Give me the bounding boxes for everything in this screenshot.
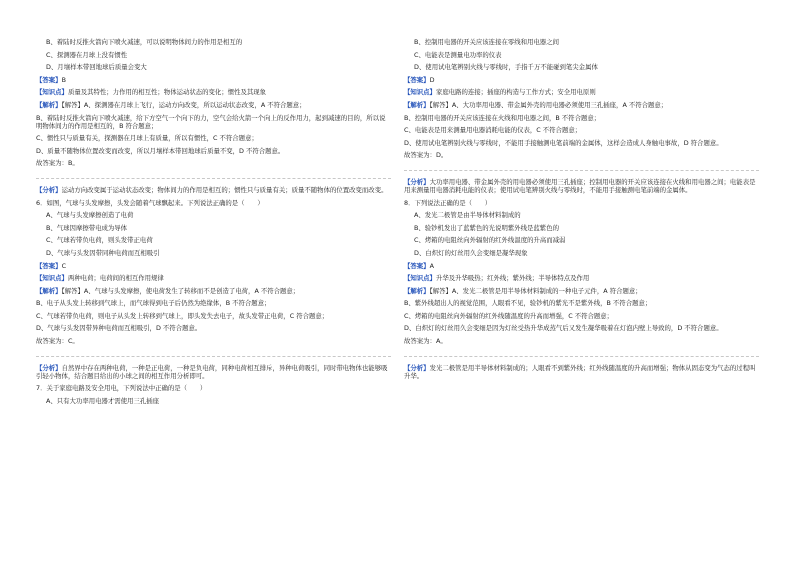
text-line (404, 312, 759, 320)
line-text: B、控制用电器的开关应该连接在火线和用电器之间，B 不符合题意； (404, 113, 601, 122)
line-text: 8．下列说法正确的是（ ） (404, 198, 492, 207)
line-text: 家庭电路的连接；插座的构造与工作方式；安全用电原则 (435, 88, 596, 97)
line-text: D、气球与头发因带异种电荷而互相吸引，D 不符合题意。 (36, 324, 202, 333)
section-tag: 【答案】 (36, 75, 62, 84)
line-text: C、气球若带负电荷，则电子从头发上转移到气球上，即头发失去电子，故头发带正电荷，C 符合题意； (36, 311, 329, 320)
text-line (404, 151, 759, 159)
line-text: 6．如图，气球与头发摩擦，头发会随着气球飘起来。下列说法正确的是（ ） (36, 198, 264, 207)
text-line (36, 159, 391, 167)
line-text: B、控制用电器的开关应该连接在零线和用电器之间 (414, 38, 559, 46)
line-text: B、着陆时反推火箭向下喷火减速，给下方空气一个向下的力，空气会给火箭一个向上的反作用力，起到减速的目的，所以说明物体间力的作用是相互的，B 符合题意； (36, 113, 386, 130)
text-line (404, 101, 759, 109)
line-text: 故答案为：C。 (36, 337, 79, 346)
text-line (404, 139, 759, 147)
text-line (404, 249, 759, 257)
right-column (404, 38, 759, 384)
section-tag: 【知识点】 (404, 274, 436, 283)
text-line (36, 147, 391, 155)
text-line (36, 337, 391, 345)
line-text: 【解答】A、气球与头发摩擦，使电荷发生了转移而不是创造了电荷，A 不符合题意； (61, 286, 300, 295)
section-tag: 【解析】 (404, 286, 430, 295)
text-line (404, 274, 759, 282)
text-line (36, 211, 391, 219)
text-line (36, 397, 391, 405)
section-gap (404, 164, 759, 178)
text-line (36, 38, 391, 46)
line-text: 故答案为：A。 (404, 337, 447, 346)
line-text: 【解答】A、大功率用电器、带金属外壳的用电器必须使用三孔插座，A 不符合题意； (429, 100, 668, 109)
line-text: A (429, 261, 434, 270)
text-line (36, 287, 391, 295)
text-line (36, 134, 391, 142)
line-text: 【解答】A、探测器在月球上飞行，运动方向改变，所以运动状态改变，A 不符合题意； (61, 100, 306, 109)
line-text: B、气球因摩擦带电成为导体 (46, 223, 128, 232)
text-line (404, 337, 759, 345)
section-tag: 【知识点】 (36, 274, 68, 283)
text-line (404, 63, 759, 71)
right-block-analysis (404, 364, 759, 380)
line-text: C、惯性只与质量有关，探测器在月球上有质量，所以有惯性，C 不符合题意； (36, 134, 258, 143)
right-block-q7 (404, 38, 759, 159)
line-text: D、月壤样本带回地球后质量会变大 (46, 63, 147, 72)
section-tag: 【答案】 (404, 261, 430, 270)
text-line (404, 364, 759, 380)
line-text: B、电子从头发上转移到气球上，而气球得到电子后仍然为绝缘体，B 不符合题意； (36, 299, 271, 308)
section-tag: 【解析】 (36, 286, 62, 295)
section-tag: 【解析】 (36, 100, 62, 109)
section-tag: 【答案】 (36, 261, 62, 270)
text-line (36, 262, 391, 270)
line-text: C、烤箱的电阻丝向外辐射的红外线温度的升高而减弱 (414, 236, 566, 245)
text-line (404, 51, 759, 59)
text-line (404, 199, 759, 207)
text-line (36, 299, 391, 307)
line-text: 运动方向改变属于运动状态改变；物体间力的作用是相互的；惯性只与质量有关；质量不随物体的位置改变而改变。 (61, 185, 388, 194)
right-block-q8 (404, 178, 759, 345)
text-line (36, 236, 391, 244)
text-line (36, 88, 391, 96)
text-line (36, 51, 391, 59)
line-text: 故答案为：D。 (404, 151, 448, 160)
text-line (36, 63, 391, 71)
line-text: D、使用试电笔辨别火线与零线时，手指千万不能碰到笔尖金属体 (414, 63, 598, 72)
line-text: 发光二极管是用半导体材料制成的；人眼看不到紫外线；红外线随温度的升高而增强；物体从固态变为气态的过程叫升华。 (404, 363, 756, 380)
section-tag: 【答案】 (404, 75, 430, 84)
section-tag: 【知识点】 (36, 88, 68, 97)
section-tag: 【分析】 (36, 363, 62, 372)
text-line (36, 312, 391, 320)
section-divider (36, 356, 391, 357)
line-text: A、发光二极管是由半导体材料制成的 (414, 211, 521, 220)
line-text: 质量及其特性；力作用的相互性；物体运动状态的变化；惯性及其现象 (67, 88, 267, 97)
section-gap (36, 350, 391, 364)
line-text: D、质量不随物体位置改变而改变，所以月壤样本带回地球后质量不变，D 不符合题意。 (36, 146, 285, 155)
line-text: D、白炽灯的灯丝用久会变细是凝华现象 (414, 248, 528, 257)
line-text: C、探测器在月球上没有惯性 (46, 50, 128, 59)
left-block-q6 (36, 186, 391, 345)
text-line (36, 199, 391, 207)
text-line (404, 88, 759, 96)
section-divider (404, 356, 759, 357)
text-line (404, 287, 759, 295)
text-line (404, 178, 759, 194)
line-text: B、紫外线超出人的视觉范围，人眼看不见，验钞机的紫光不是紫外线，B 不符合题意； (404, 299, 652, 308)
text-line (404, 126, 759, 134)
line-text: B (61, 75, 66, 84)
section-tag: 【解析】 (404, 100, 430, 109)
left-block-q7 (36, 364, 391, 405)
line-text: B、验钞机发出了蓝紫色的光说明紫外线是蓝紫色的 (414, 223, 559, 232)
text-line (404, 224, 759, 232)
section-tag: 【分析】 (404, 177, 430, 186)
line-text: C、电能表是测量电功率的仪表 (414, 50, 502, 59)
text-line (36, 76, 391, 84)
text-line (404, 262, 759, 270)
text-line (404, 38, 759, 46)
text-line (36, 101, 391, 109)
line-text: C (61, 261, 67, 270)
text-line (36, 249, 391, 257)
line-text: 自然界中存在两种电荷，一种是正电荷，一种是负电荷，同种电荷相互排斥，异种电荷吸引，同时带电物体也能够吸引轻小物体，结合题目给出的小球之间的相互作用分析即可。 (36, 363, 388, 380)
line-text: C、烤箱的电阻丝向外辐射的红外线随温度的升高而增强，C 不符合题意； (404, 311, 614, 320)
left-column (36, 38, 391, 409)
line-text: D、白炽灯的灯丝用久会变细是因为灯丝受热升华成蒸气后又发生凝华吸着在灯泡内壁上导致的，D 不符合题意。 (404, 324, 723, 333)
line-text: 升华及升华吸热；红外线；紫外线；半导体特点及作用 (435, 274, 590, 283)
text-line (36, 384, 391, 392)
section-gap (36, 172, 391, 186)
text-line (404, 76, 759, 84)
line-text: 故答案为：B。 (36, 159, 79, 168)
section-tag: 【分析】 (36, 185, 62, 194)
line-text: C、气球若带负电荷，则头发带正电荷 (46, 236, 153, 245)
line-text: 7．关于家庭电路及安全用电，下列说法中正确的是（ ） (36, 384, 207, 393)
text-line (404, 211, 759, 219)
text-line (404, 114, 759, 122)
section-tag: 【分析】 (404, 363, 430, 372)
line-text: D (429, 75, 435, 84)
text-line (36, 324, 391, 332)
left-block-q5 (36, 38, 391, 167)
text-line (36, 186, 391, 194)
text-line (404, 324, 759, 332)
line-text: A、只有大功率用电器才需使用三孔插座 (46, 396, 160, 405)
line-text: B、着陆时反推火箭向下喷火减速，可以说明物体间力的作用是相互的 (46, 38, 243, 46)
section-gap (404, 350, 759, 364)
section-divider (404, 170, 759, 171)
line-text: D、使用试电笔辨别火线与零线时，不能用手接触测电笔前端的金属体，这样会造成人身触电事故，D 符合题意。 (404, 138, 723, 147)
text-line (36, 114, 391, 130)
line-text: 大功率用电器、带金属外壳的用电器必须使用三孔插座；控制用电器的开关应该连接在火线和用电器之间；电能表是用来测量用电器消耗电能的仪表；使用试电笔辨别火线与零线时，不能用手接触测电笔前端的金属体。 (404, 177, 756, 194)
section-tag: 【知识点】 (404, 88, 436, 97)
line-text: 两种电荷；电荷间的相互作用规律 (67, 274, 164, 283)
line-text: 【解答】A、发光二极管是用半导体材料制成的一种电子元件，A 符合题意； (429, 286, 642, 295)
section-divider (36, 178, 391, 179)
text-line (36, 274, 391, 282)
text-line (404, 299, 759, 307)
line-text: C、电能表是用来测量用电器消耗电能的仪表，C 不符合题意； (404, 126, 582, 135)
text-line (36, 364, 391, 380)
line-text: D、气球与头发因带同种电荷而互相吸引 (46, 248, 160, 257)
text-line (36, 224, 391, 232)
text-line (404, 236, 759, 244)
line-text: A、气球与头发摩擦创造了电荷 (46, 211, 134, 220)
